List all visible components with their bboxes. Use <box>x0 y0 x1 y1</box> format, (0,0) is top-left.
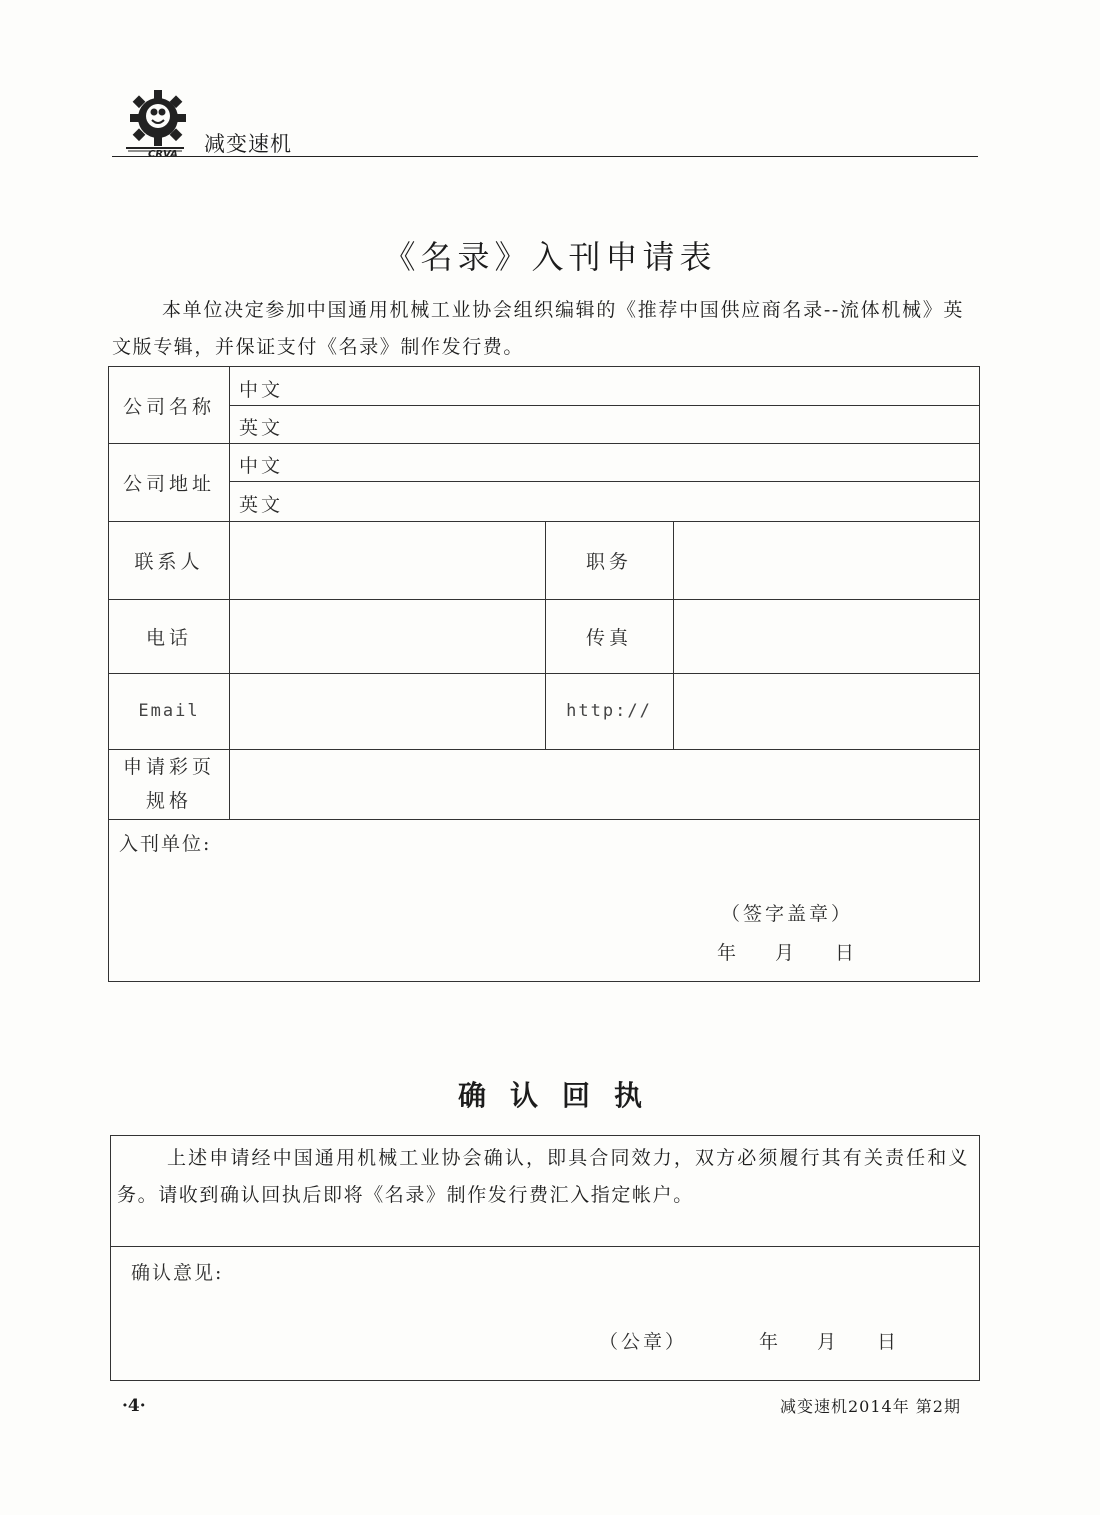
company-name-en-label: 英文 <box>239 417 284 439</box>
company-name-cn-label: 中文 <box>239 379 284 401</box>
row-divider <box>229 405 979 406</box>
official-seal-note: （公章） <box>599 1331 688 1353</box>
company-address-en-label: 英文 <box>239 494 284 516</box>
company-name-en-field[interactable] <box>309 407 969 441</box>
date-day-label: 日 <box>835 942 858 964</box>
signature-seal-note: （签字盖章） <box>721 903 854 925</box>
company-address-label: 公司地址 <box>122 472 215 495</box>
website-label: http:// <box>566 701 652 721</box>
logo-text: CRVA <box>148 149 178 158</box>
crva-gear-logo <box>122 88 192 158</box>
contact-label: 联系人 <box>134 550 204 573</box>
company-address-cn-field[interactable] <box>309 445 969 479</box>
row-divider <box>109 443 979 444</box>
date-year-label: 年 <box>717 942 740 964</box>
color-page-spec-label-line1: 申请彩页 <box>122 756 215 778</box>
receipt-date-year-label: 年 <box>759 1331 782 1353</box>
applicant-unit-label: 入刊单位: <box>119 833 212 855</box>
color-page-spec-field[interactable] <box>231 751 977 817</box>
column-divider <box>229 367 230 819</box>
issue-info: 减变速机2014年 第2期 <box>780 1397 961 1416</box>
phone-field[interactable] <box>231 601 543 671</box>
row-divider <box>109 599 979 600</box>
receipt-box <box>110 1135 980 1381</box>
website-field[interactable] <box>675 675 977 747</box>
row-divider <box>109 749 979 750</box>
receipt-divider <box>111 1246 979 1247</box>
company-address-cn-label: 中文 <box>239 455 284 477</box>
receipt-date-month-label: 月 <box>817 1331 840 1353</box>
row-divider <box>109 521 979 522</box>
row-divider <box>109 819 979 820</box>
form-title: 《名录》入刊申请表 <box>383 238 717 276</box>
receipt-text: 上述申请经中国通用机械工业协会确认，即具合同效力，双方必须履行其有关责任和义务。请收到确认回执后即将《名录》制作发行费汇入指定帐户。 <box>117 1147 969 1206</box>
row-divider <box>109 673 979 674</box>
position-label: 职务 <box>585 550 632 573</box>
color-page-spec-label-line2: 规格 <box>145 790 192 812</box>
application-table <box>108 366 980 982</box>
header-divider <box>112 156 978 157</box>
journal-header-title: 减变速机 <box>204 132 292 156</box>
form-intro: 本单位决定参加中国通用机械工业协会组织编辑的《推荐中国供应商名录--流体机械》英文版专辑，并保证支付《名录》制作发行费。 <box>112 299 964 358</box>
position-field[interactable] <box>675 523 977 597</box>
email-field[interactable] <box>231 675 543 747</box>
receipt-title: 确认回执 <box>457 1079 666 1112</box>
confirmation-opinion-label: 确认意见: <box>131 1262 224 1284</box>
fax-label: 传真 <box>585 626 632 649</box>
company-address-en-field[interactable] <box>309 483 969 519</box>
contact-field[interactable] <box>231 523 543 597</box>
email-label: Email <box>138 701 200 721</box>
row-divider <box>229 481 979 482</box>
page-number: ·4· <box>122 1396 146 1416</box>
receipt-date-day-label: 日 <box>877 1331 900 1353</box>
date-month-label: 月 <box>775 942 798 964</box>
color-page-spec-label <box>109 749 229 819</box>
column-divider <box>673 521 674 749</box>
company-name-cn-field[interactable] <box>309 369 969 403</box>
fax-field[interactable] <box>675 601 977 671</box>
company-name-label: 公司名称 <box>122 395 215 418</box>
phone-label: 电话 <box>145 626 192 649</box>
confirmation-opinion-field[interactable] <box>113 1248 977 1378</box>
